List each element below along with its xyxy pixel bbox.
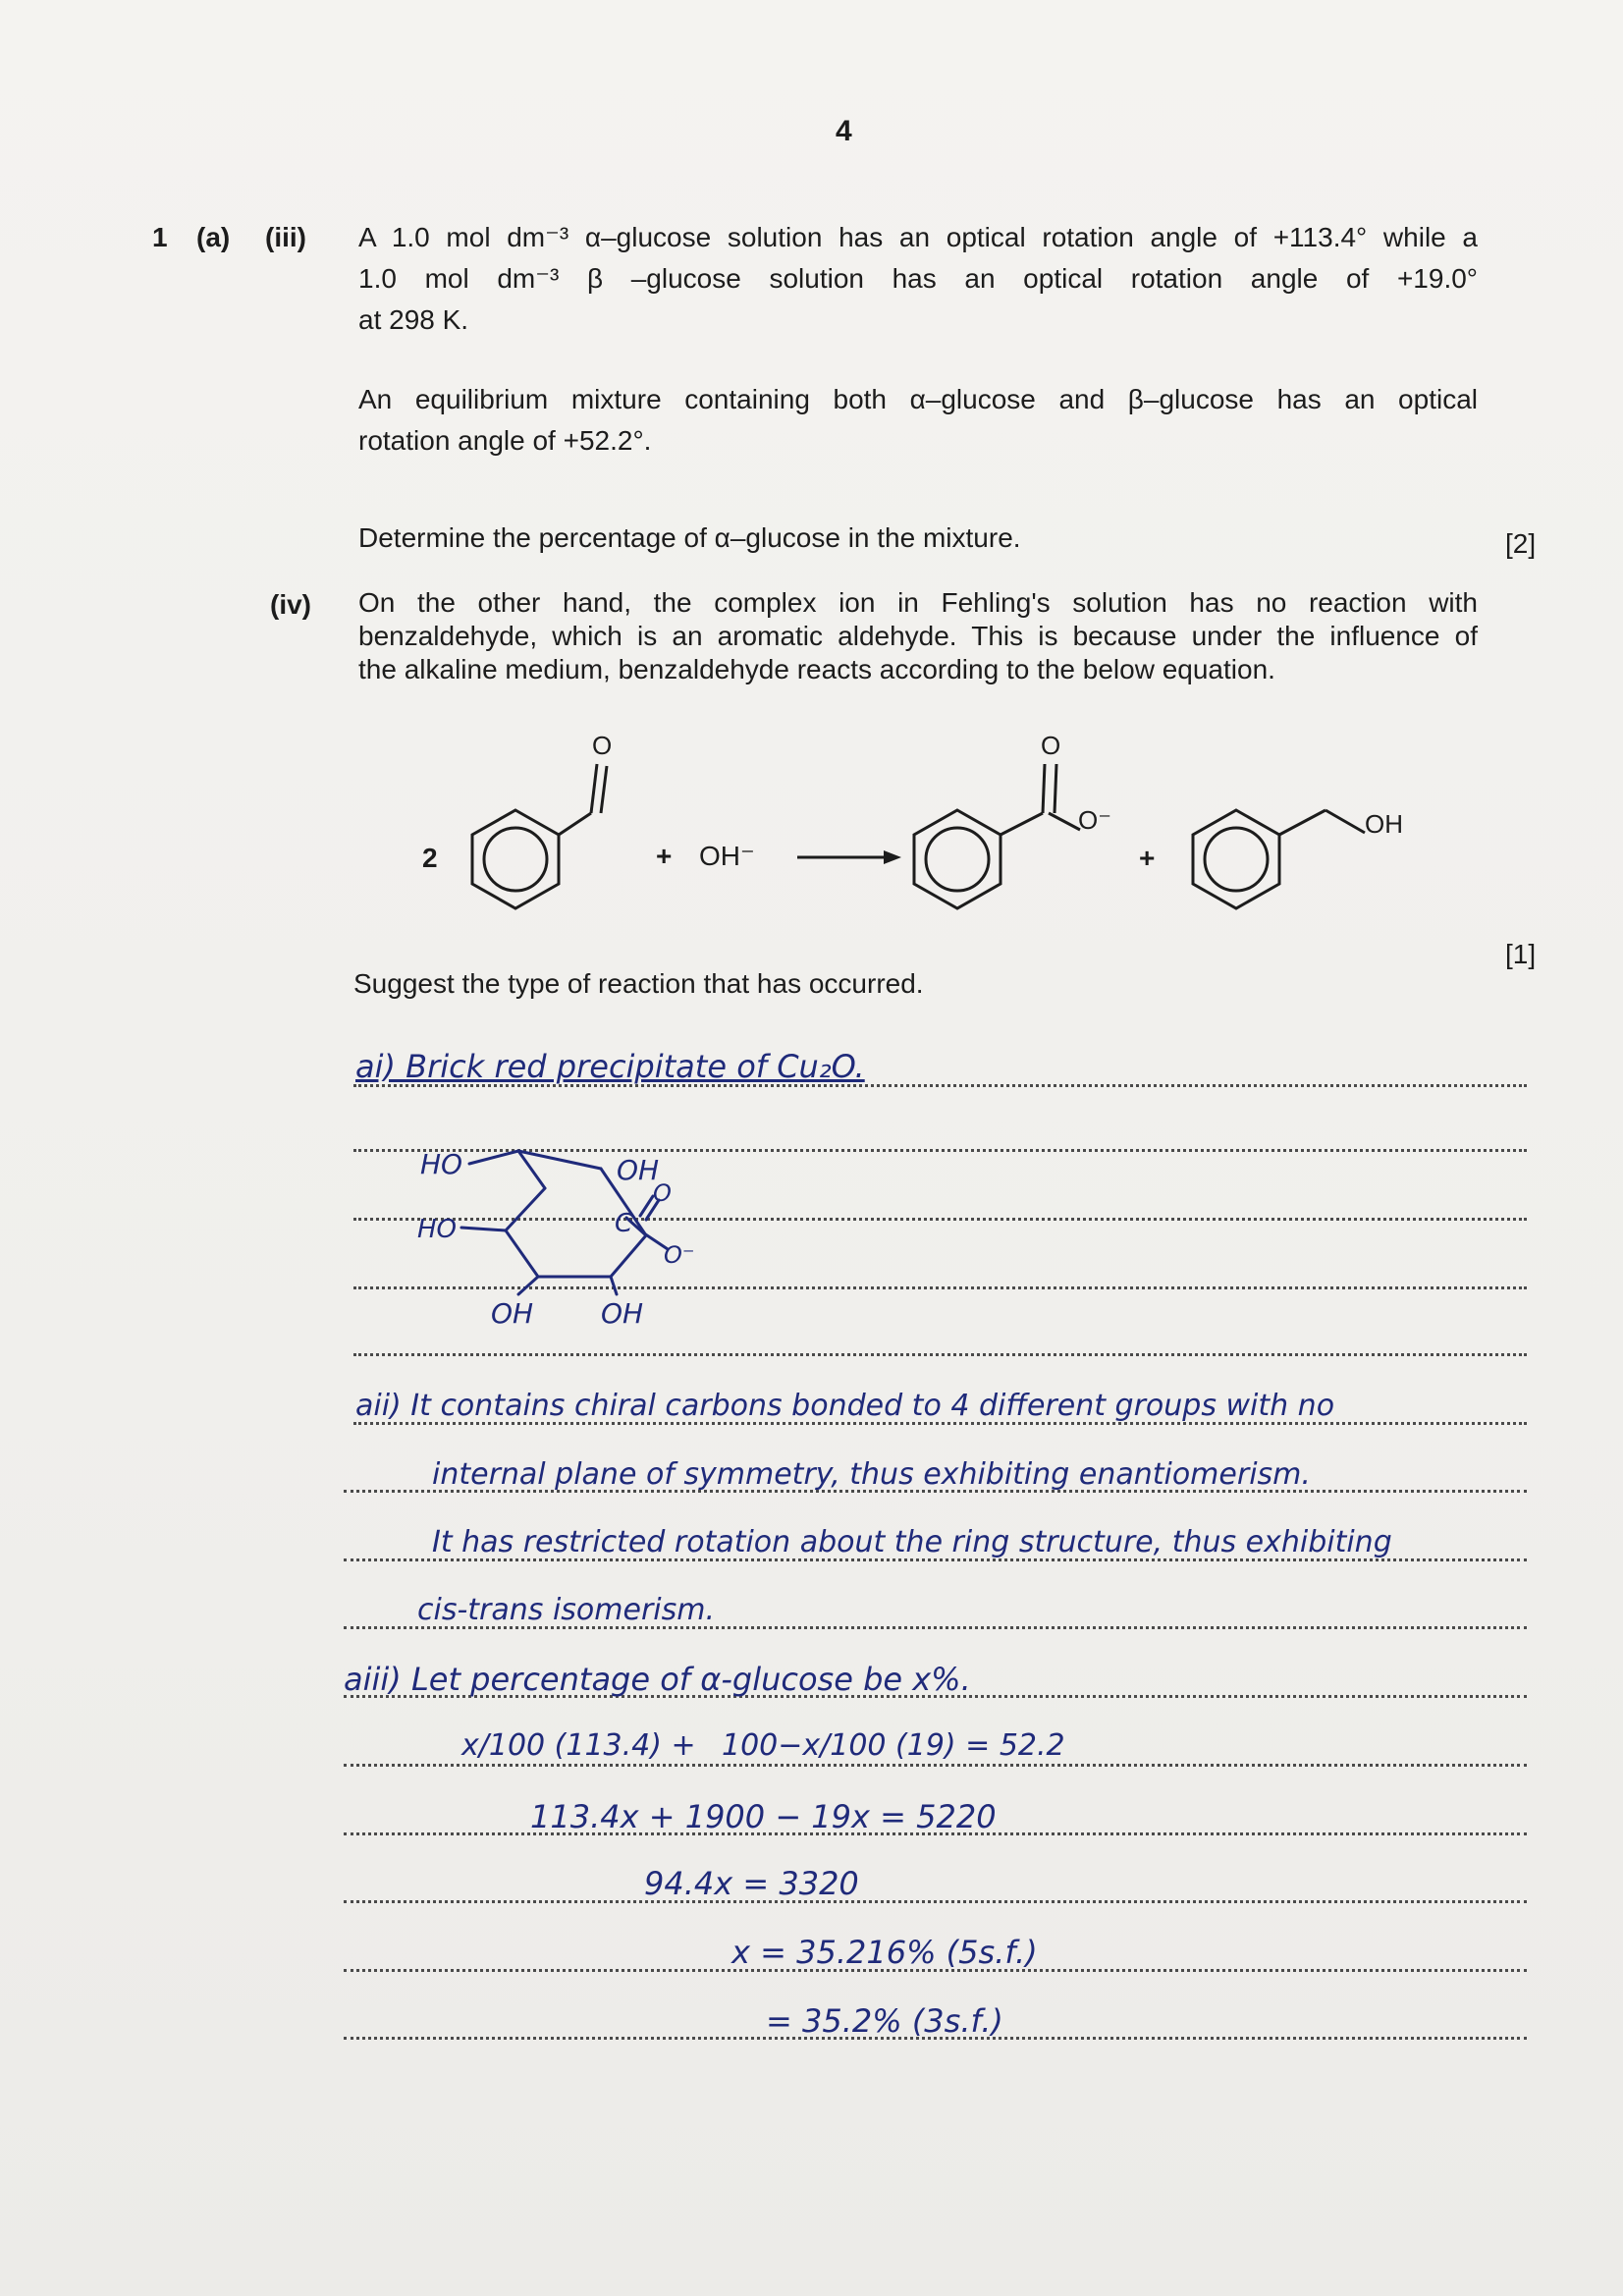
answer-a-iii-line-4: 94.4x = 3320 xyxy=(644,1865,859,1902)
structure-o-minus: O⁻ xyxy=(664,1241,695,1269)
subpart-iii-label: (iii) xyxy=(265,222,306,252)
iv-line-1: On the other hand, the complex ion in Fehling's solution has no reaction with xyxy=(358,587,1478,618)
equation-o-2: O xyxy=(1041,731,1061,760)
answer-a-iii-line-6: = 35.2% (3s.f.) xyxy=(766,2002,1003,2040)
answer-a-ii-line-1: aii) It contains chiral carbons bonded to 4 different groups with no xyxy=(355,1389,1335,1423)
answer-a-iii-line-2b: 100−x/100 (19) = 52.2 xyxy=(722,1728,1065,1763)
iv-line-2: benzaldehyde, which is an aromatic aldehyde. This is because under the influence of xyxy=(358,621,1478,651)
structure-c-label: C xyxy=(615,1209,633,1238)
answer-a-ii-line-3: It has restricted rotation about the ring structure, thus exhibiting xyxy=(432,1525,1392,1559)
equation-plus-2: + xyxy=(1139,843,1156,873)
question-number: 1 xyxy=(152,222,168,252)
iii-task: Determine the percentage of α–glucose in the mixture. xyxy=(358,522,1021,553)
subpart-iv-label: (iv) xyxy=(270,589,311,620)
iii-mixture-line-1: An equilibrium mixture containing both α–glucose and β–glucose has an optical xyxy=(358,384,1478,414)
structure-oh-bottom-left: OH xyxy=(491,1297,534,1330)
equation-plus-1: + xyxy=(656,841,673,871)
answer-a-ii-line-2: internal plane of symmetry, thus exhibiting enantiomerism. xyxy=(432,1457,1311,1492)
iii-marks: [2] xyxy=(1505,528,1537,559)
iv-line-3: the alkaline medium, benzaldehyde reacts according to the below equation. xyxy=(358,654,1275,684)
iv-task: Suggest the type of reaction that has occurred. xyxy=(353,968,924,999)
equation-o-minus: O⁻ xyxy=(1078,805,1111,835)
equation-coefficient: 2 xyxy=(422,843,438,873)
iii-line-2: 1.0 mol dm⁻³ β –glucose solution has an optical rotation angle of +19.0° xyxy=(358,263,1478,294)
answer-a-iii-line-2a: x/100 (113.4) + xyxy=(461,1728,696,1763)
iii-line-1: A 1.0 mol dm⁻³ α–glucose solution has an optical rotation angle of +113.4° while a xyxy=(358,222,1478,252)
structure-oh-top: OH xyxy=(617,1154,660,1186)
equation-oh: OH xyxy=(1365,809,1403,839)
answer-a-iii-line-1: aiii) Let percentage of α-glucose be x%. xyxy=(344,1661,971,1698)
iii-mixture-line-2: rotation angle of +52.2°. xyxy=(358,425,652,456)
question-part: (a) xyxy=(196,222,231,252)
structure-ho-left: HO xyxy=(417,1215,458,1244)
answer-a-ii-line-4: cis-trans isomerism. xyxy=(417,1593,716,1627)
answer-a-iii-line-5: x = 35.216% (5s.f.) xyxy=(731,1934,1038,1971)
equation-o-1: O xyxy=(592,731,613,760)
iv-marks: [1] xyxy=(1505,939,1537,969)
answer-a-i: ai) Brick red precipitate of Cu₂O. xyxy=(355,1048,865,1085)
structure-oh-bottom-right: OH xyxy=(601,1297,644,1330)
answer-a-iii-line-3: 113.4x + 1900 − 19x = 5220 xyxy=(530,1798,997,1835)
structure-ho-top: HO xyxy=(420,1148,463,1180)
iii-line-3: at 298 K. xyxy=(358,304,469,335)
page-number: 4 xyxy=(836,115,852,147)
equation-hydroxide: OH⁻ xyxy=(699,841,755,871)
structure-o-double: O xyxy=(653,1179,672,1207)
